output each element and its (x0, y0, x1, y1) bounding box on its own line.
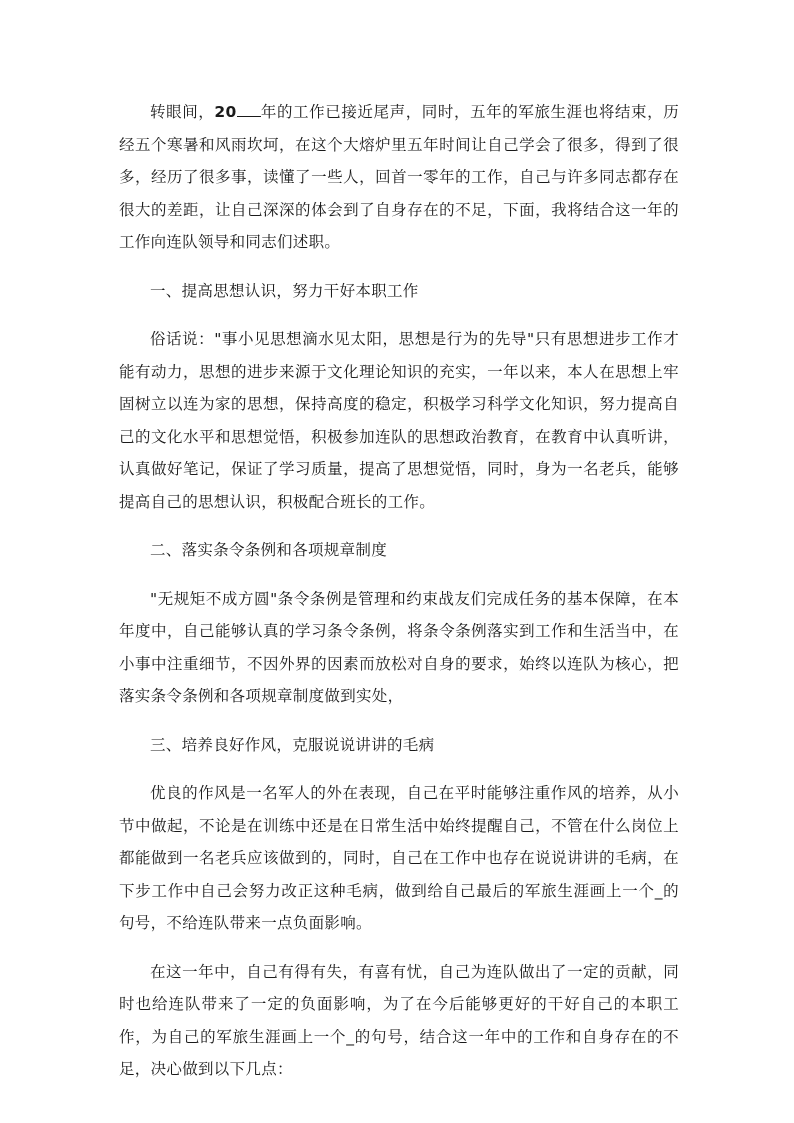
intro-year: 20 (214, 103, 237, 121)
intro-prefix: 转眼间， (150, 103, 215, 121)
section-3-body: 优良的作风是一名军人的外在表现，自己在平时能够注重作风的培养，从小节中做起，不论是在训练中还是在日常生活中始终提醒自己，不管在什么岗位上都能做到一名老兵应该做到的，同时，自己在工作中也存在说说讲讲的毛病，在下步工作中自己会努力改正这种毛病，做到给自己最后的军旅生涯画上一个_的句号，不给连队带来一点负面影响。 (119, 784, 679, 932)
section-3-heading: 三、培养良好作风，克服说说讲讲的毛病 (150, 735, 435, 754)
section-1-heading: 一、提高思想认识，努力干好本职工作 (150, 281, 419, 300)
intro-paragraph (119, 96, 679, 259)
intro-text: 年的工作已接近尾声，同时，五年的军旅生涯也将结束，历经五个寒暑和风雨坎坷，在这个大熔炉里五年时间让自己学会了很多，得到了很多，经历了很多事，读懂了一些人，回首一零年的工作，自己与许多同志都存在很大的差距，让自己深深的体会到了自身存在的不足，下面，我将结合这一年的工作向连队领导和同志们述职。 (119, 103, 680, 251)
closing-paragraph: 在这一年中，自己有得有失，有喜有忧，自己为连队做出了一定的贡献，同时也给连队带来了一定的负面影响，为了在今后能够更好的干好自己的本职工作，为自己的军旅生涯画上一个_的句号，结合这一年中的工作和自身存在的不足，决心做到以下几点： (119, 962, 679, 1078)
section-1-body: 俗话说："事小见思想滴水见太阳，思想是行为的先导"只有思想进步工作才能有动力，思想的进步来源于文化理论知识的充实，一年以来，本人在思想上牢固树立以连为家的思想，保持高度的稳定，积极学习科学文化知识，努力提高自己的文化水平和思想觉悟，积极参加连队的思想政治教育，在教育中认真听讲，认真做好笔记，保证了学习质量，提高了思想觉悟，同时，身为一名老兵，能够提高自己的思想认识，积极配合班长的工作。 (119, 330, 679, 511)
year-blank (237, 102, 261, 117)
section-2-body: "无规矩不成方圆"条令条例是管理和约束战友们完成任务的基本保障，在本年度中，自己能够认真的学习条令条例，将条令条例落实到工作和生活当中，在小事中注重细节，不因外界的因素而放松对自身的要求，始终以连队为核心，把落实条令条例和各项规章制度做到实处， (119, 589, 679, 705)
section-2-heading: 二、落实条令条例和各项规章制度 (150, 541, 388, 559)
document-body (119, 96, 679, 1102)
